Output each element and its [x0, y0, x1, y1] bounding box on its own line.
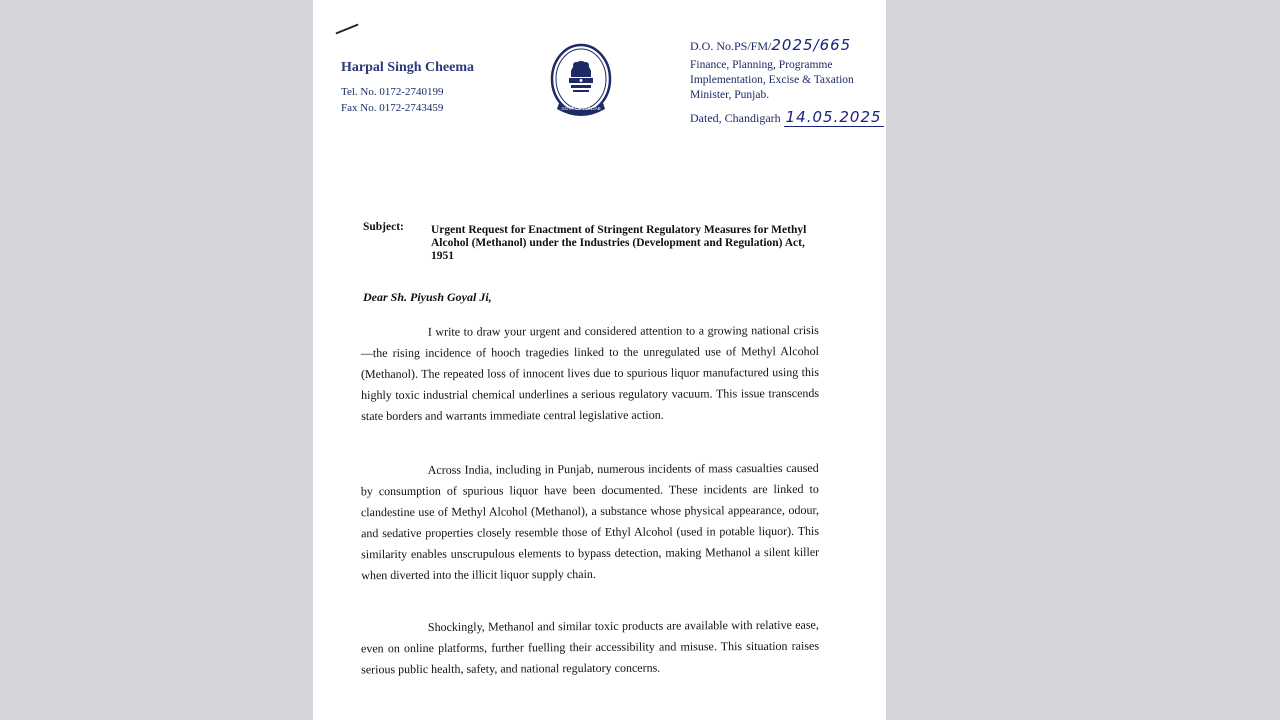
body-paragraph-3: Shockingly, Methanol and similar toxic products are available with relative ease, even on online platforms, further fuelling their accessibility and misuse. This situation raises serious public health, safety, and national regulatory concerns. — [360, 617, 820, 677]
office-line-1: Finance, Planning, Programme — [690, 59, 833, 71]
office-designation — [690, 58, 870, 103]
reference-handwritten-number: 2025/665 — [771, 36, 852, 54]
office-line-3: Minister, Punjab. — [690, 89, 770, 101]
sender-name: Harpal Singh Cheema — [341, 60, 475, 75]
letter-page — [313, 0, 886, 720]
reference-number — [690, 36, 851, 54]
reference-prefix: D.O. No.PS/FM/ — [690, 39, 772, 53]
dated-prefix: Dated, Chandigarh — [690, 111, 781, 125]
subject-label: Subject: — [363, 221, 404, 233]
subject-text: Urgent Request for Enactment of Stringent Regulatory Measures for Methyl Alcohol (Methanol) under the Industries (Development and Regulation) Act, 1951 — [431, 224, 807, 262]
sender-tel: Tel. No. 0172-2740199 — [341, 86, 444, 98]
body-paragraph-2: Across India, including in Punjab, numerous incidents of mass casualties caused by consumption of spurious liquor have been documented. These incidents are linked to clandestine use of Methyl Alcohol (Methanol), a substance whose physical appearance, odour, and sedative properties closely resemble those of Ethyl Alcohol (used in potable liquor). This similarity enables unscrupulous elements to bypass detection, making Methanol a silent killer when diverted into the illicit liquor supply chain. — [360, 460, 820, 583]
body-paragraph-1: I write to draw your urgent and considered attention to a growing national crisis—the rising incidence of hooch tragedies linked to the unregulated use of Methyl Alcohol (Methanol). The repeated loss of innocent lives due to spurious liquor manufactured using this highly toxic industrial chemical underlines a serious regulatory vacuum. This issue transcends state borders and warrants immediate central legislative action. — [360, 323, 820, 423]
office-line-2: Implementation, Excise & Taxation — [690, 74, 854, 86]
salutation: Dear Sh. Piyush Goyal Ji, — [363, 290, 492, 304]
dated-line — [690, 108, 884, 127]
handwritten-date: 14.05.2025 — [785, 108, 882, 126]
emblem-label: GOVT OF PUNJAB — [561, 106, 601, 111]
pen-mark — [335, 24, 358, 35]
sender-fax: Fax No. 0172-2743459 — [341, 102, 444, 114]
government-emblem-icon — [549, 41, 613, 123]
